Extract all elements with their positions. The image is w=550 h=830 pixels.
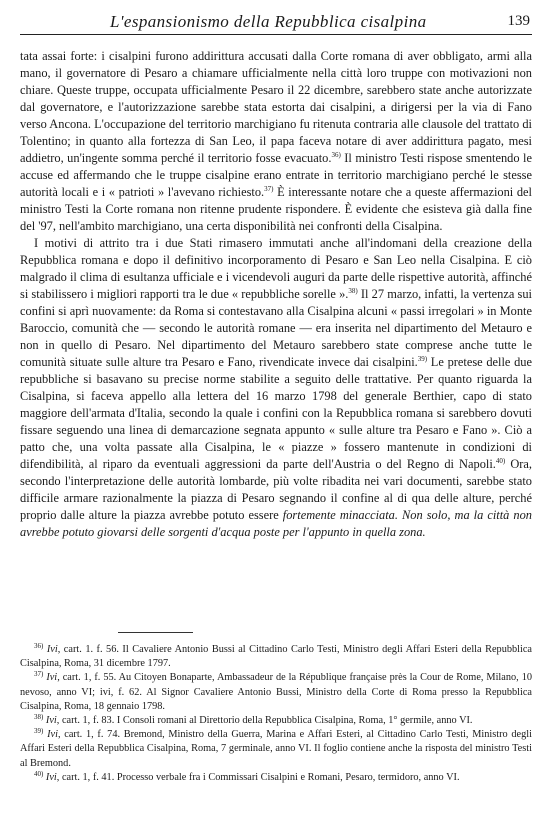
footnote-38 [20,714,532,728]
running-title: L'espansionismo della Repubblica cisalpina [110,12,427,31]
footnote-number: 38) [34,713,44,722]
footnote-40 [20,771,532,785]
footnote-text: , cart. 1, f. 55. Au Citoyen Bonaparte, Ambassadeur de la République française près la Cour de Rome, Milano, 10 nevoso, anno VI; ivi, f. 62. Al Signor Cavaliere Antonio Bussi, Ministro della Corte di Roma presso la Repubblica Cisalpina, Roma, 18 gennaio 1798. [20,672,532,712]
footnote-number: 37) [34,670,44,679]
paragraph-2-text-c: Le pretese delle due repubbliche si basavano su precise norme stabilite a seguito delle trattative. Per quanto riguarda la Cisalpina, si faceva appello alla lettera del 16 marzo 1798 del generale Berthier, capo di stato maggiore dell'armata d'Italia, secondo la quale i confini con la Repubblica romana si sarebbero dovuti fissare seguendo una linea di demarcazione segnata appunto « sulle alture tra Pesaro e Fano ». Ciò a patto che, una volta passate alla Cisalpina, le « piazze » fossero mantenute in condizioni di difendibilità, al riparo da eventuali aggressioni da parte dell'Austria o del Regno di Napoli. [20,355,533,471]
footnote-text: , cart. 1, f. 83. I Consoli romani al Direttorio della Repubblica Cisalpina, Roma, 1° germile, anno VI. [56,715,473,727]
paragraph-2 [20,235,532,541]
paragraph-2-text-a: I motivi di attrito tra i due Stati rimasero immutati anche all'indomani della creazione della Repubblica romana e dopo il definitivo incorporamento di Pesaro e San Leo nella Cisalpina. E ciò malgrado il clima di esultanza ufficiale e i vicendevoli auguri da parte delle rispettive autorità, affinché si stabilissero i migliori rapporti tra le due « repubbliche sorelle ». [20,236,532,301]
footnote-ref-37: 37) [264,185,274,193]
footnote-number: 36) [34,642,44,650]
paragraph-1-text-a: tata assai forte: i cisalpini furono addirittura accusati dalla Corte romana di aver obbligato, armi alla mano, il governatore di Pesaro a chiamare ufficialmente nella città loro truppe con motivazioni non chiare. Queste truppe, occupata ufficialmente Pesaro il 22 dicembre, sarebbero state anche autorizzate dal governatore, e l'autorizzazione sarebbe stata estorta dai cisalpini, a dirigersi per la via di Fano verso Ancona. L'occupazione del territorio marchigiano fu ritenuta contraria alle clausole del trattato di Tolentino; in quanto alla fortezza di San Leo, il papa faceva notare di aver addirittura pagato, mesi addietro, un'ingente somma perché il territorio fosse evacuato. [20,49,532,165]
footnote-ivi: Ivi [45,771,57,783]
footnote-ivi: Ivi [46,672,58,684]
footnotes [20,643,532,785]
paragraph-2-text-b: Il 27 marzo, infatti, la vertenza sui confini si aprì nuovamente: da Roma si contestavano alla Cisalpina alcuni « passi irregolari » in Monte Baroccio, comunità che — secondo le autorità romane — era inserita nel dipartimento del Metauro e non in quello di Pesaro. Nel dipartimento del Metauro sarebbero state comprese anche tutte le comunità situate sulle alture tra Pesaro e Fano, rivendicate invece dai cisalpini. [20,287,532,369]
footnote-ref-39: 39) [417,355,428,363]
footnote-text: , cart. 1, f. 41. Processo verbale fra i Commissari Cisalpini e Romani, Pesaro, termidoro, anno VI. [56,771,460,783]
footnote-37 [20,671,532,714]
footnote-ivi: Ivi [45,715,57,727]
paragraph-1-text-c: È interessante notare che a queste affermazioni del ministro Testi la Corte romana non ritenne prudente rispondere. È evidente che esisteva già dalla fine del '97, nell'ambito marchigiano, una certa disponibilità nei confronti della Cisalpina. [20,185,532,233]
footnote-number: 40) [34,769,44,778]
footnote-text: , cart. 1. f. 56. Il Cavaliere Antonio Bussi al Cittadino Carlo Testi, Ministro degli Affari Esteri della Repubblica Cisalpina, Roma, 31 dicembre 1797. [20,644,532,670]
footnote-separator [118,632,193,633]
paragraph-1-text-b: Il ministro Testi rispose smentendo le accuse ed affermando che le truppe cisalpine erano entrate in territorio marchigiano perché le stesse autorità locali e i « patrioti » l'avevano richiesto. [20,151,533,199]
running-header [20,12,532,35]
paragraph-2-text-d: Ora, secondo l'interpretazione delle autorità lombarde, più volte ribadita nei vari documenti, sarebbe stato difficile armare razionalmente la piazza di Pesaro segnando il confine al di qua delle alture, perché proprio dalle alture la piazza avrebbe potuto essere [20,457,532,522]
paragraph-2-text-italic: fortemente minacciata. Non solo, ma la città non avrebbe potuto giovarsi delle sorgenti d'acqua poste per l'appunto in quella zona. [20,508,532,539]
footnote-number: 39) [34,727,44,736]
footnote-36 [20,643,532,671]
footnote-ref-36: 36) [331,151,341,159]
footnote-ref-40: 40) [495,457,506,465]
footnote-ivi: Ivi [47,729,58,741]
footnote-ivi: Ivi [46,644,58,655]
footnote-text: , cart. 1, f. 74. Bremond, Ministro della Guerra, Marina e Affari Esteri, al Cittadino Carlo Testi, Ministro degli Affari Esteri della Repubblica Cisalpina, Roma, 7 germinale, anno VI. Il foglio contiene anche la risposta del ministro Testi al Bremond. [20,729,533,769]
page-number: 139 [507,13,530,29]
main-text [20,48,532,541]
paragraph-1 [20,48,532,235]
footnote-ref-38: 38) [348,287,358,295]
footnote-39 [20,728,532,771]
